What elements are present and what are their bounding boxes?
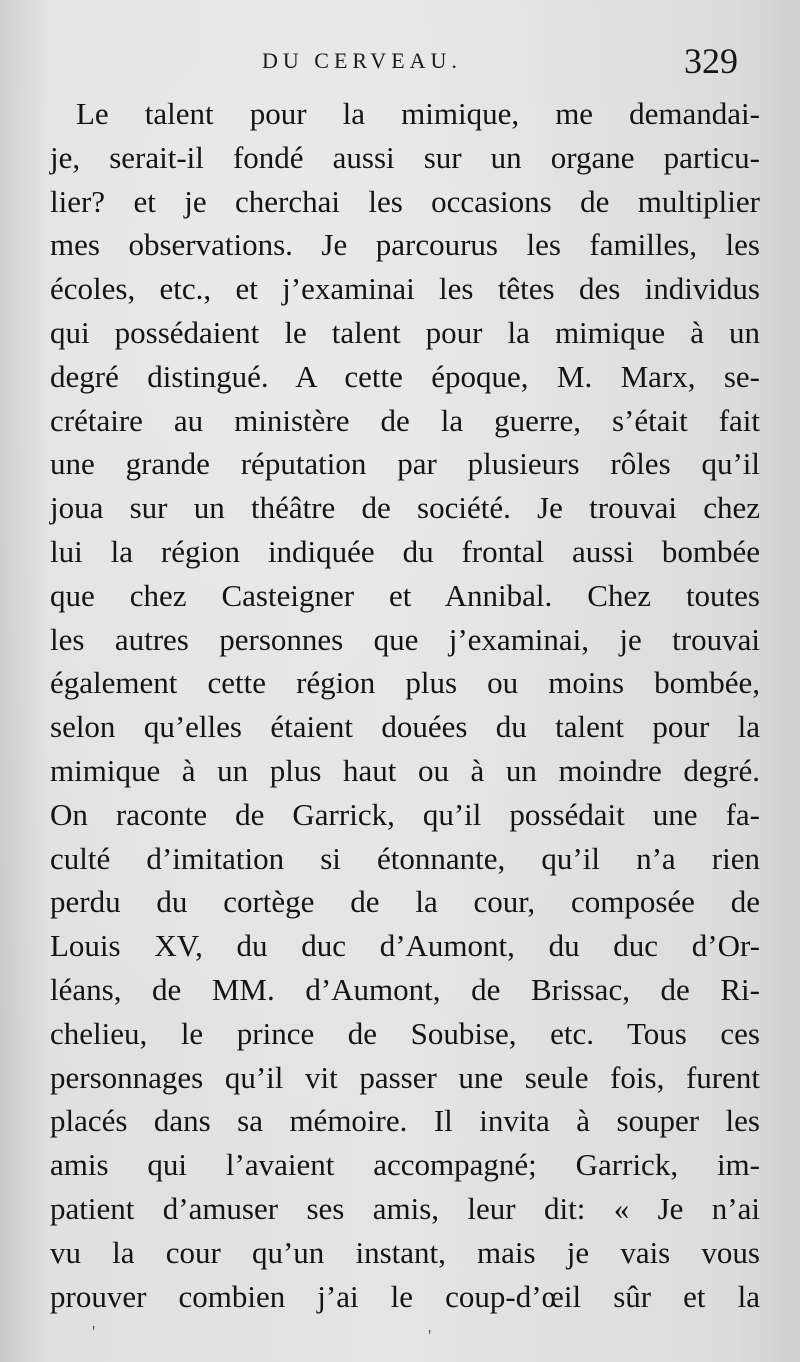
text-line: mes observations. Je parcourus les familles, les [50, 227, 760, 263]
text-line: selon qu’elles étaient douées du talent pour la [50, 709, 760, 745]
text-line: mimique à un plus haut ou à un moindre degré. [50, 752, 760, 788]
text-line: écoles, etc., et j’examinai les têtes des individus [50, 271, 760, 307]
text-line: On raconte de Garrick, qu’il possédait une fa- [50, 796, 760, 832]
page-number: 329 [684, 41, 738, 81]
text-line: Le talent pour la mimique, me demandai- [76, 96, 760, 131]
text-line: patient d’amuser ses amis, leur dit: « Je n’ai [50, 1190, 760, 1226]
text-line: que chez Casteigner et Annibal. Chez toutes [50, 577, 760, 613]
page-header [0, 40, 800, 90]
running-head: DU CERVEAU. [262, 48, 462, 73]
paper-speck: ' [428, 1326, 432, 1346]
text-line: crétaire au ministère de la guerre, s’était fait [50, 402, 760, 438]
body-text [50, 92, 760, 1318]
text-line: joua sur un théâtre de société. Je trouvai chez [50, 490, 760, 526]
text-line: lui la région indiquée du frontal aussi bombée [50, 533, 760, 569]
text-line: personnages qu’il vit passer une seule fois, furent [50, 1059, 760, 1095]
text-line: Louis XV, du duc d’Aumont, du duc d’Or- [50, 928, 760, 964]
text-line: qui possédaient le talent pour la mimique à un [50, 314, 760, 350]
text-line: chelieu, le prince de Soubise, etc. Tous ces [50, 1015, 760, 1051]
text-line: une grande réputation par plusieurs rôles qu’il [50, 446, 760, 482]
paper-speck: ' [92, 1322, 96, 1342]
text-line: amis qui l’avaient accompagné; Garrick, im- [50, 1147, 760, 1183]
text-line: culté d’imitation si étonnante, qu’il n’a rien [50, 840, 760, 876]
text-line: degré distingué. A cette époque, M. Marx, se- [50, 358, 760, 394]
text-line: vu la cour qu’un instant, mais je vais vous [50, 1234, 760, 1270]
text-line: léans, de MM. d’Aumont, de Brissac, de Ri- [50, 971, 760, 1007]
text-line: prouver combien j’ai le coup-d’œil sûr et la [50, 1278, 760, 1314]
text-line: également cette région plus ou moins bombée, [50, 665, 760, 701]
text-line: perdu du cortège de la cour, composée de [50, 884, 760, 920]
text-line: placés dans sa mémoire. Il invita à souper les [50, 1103, 760, 1139]
text-line: les autres personnes que j’examinai, je trouvai [50, 621, 760, 657]
text-line: lier? et je cherchai les occasions de multiplier [50, 183, 760, 219]
text-line: je, serait-il fondé aussi sur un organe particu- [50, 139, 760, 175]
